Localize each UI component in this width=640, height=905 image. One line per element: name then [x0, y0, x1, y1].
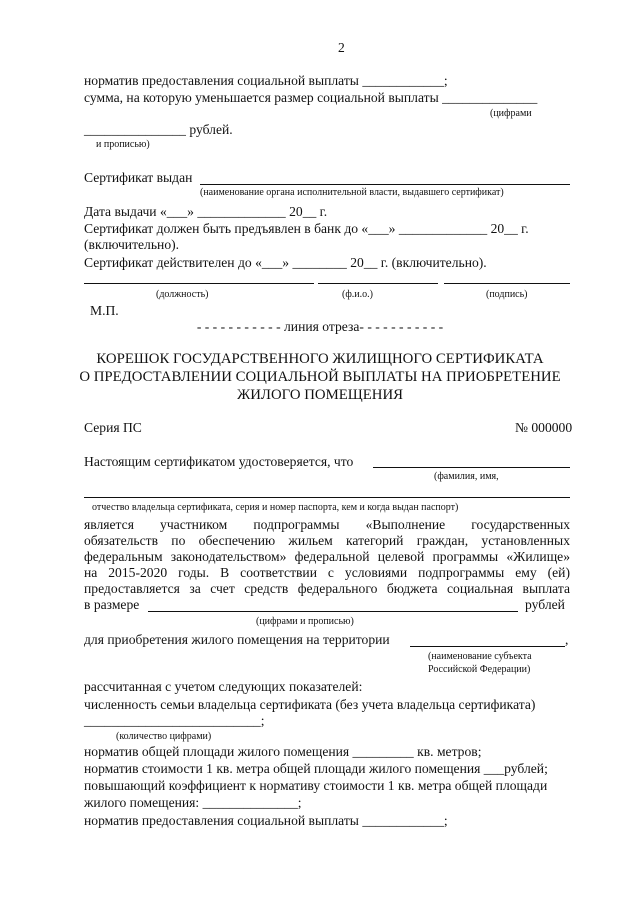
- digits-note: (цифрами: [490, 108, 532, 119]
- subject-note-1: (наименование субъекта: [428, 651, 532, 662]
- certificate-number: № 000000: [515, 420, 573, 435]
- subject-note-2: Российской Федерации): [428, 664, 531, 675]
- family-size-blank: __________________________;: [84, 713, 265, 728]
- family-size-line: численность семьи владельца сертификата (без учета владельца сертификата): [84, 697, 536, 712]
- certifies-text: Настоящим сертификатом удостоверяется, что: [84, 454, 354, 469]
- stub-title-line-3: ЖИЛОГО ПОМЕЩЕНИЯ: [236, 387, 403, 403]
- name-note: (фамилия, имя,: [434, 471, 499, 482]
- paragraph-line-4: на 2015-2020 годы. В соответствии с условиями подпрограммы ему (ей): [84, 565, 570, 580]
- position-note: (должность): [156, 289, 209, 300]
- paragraph-line-3: федеральным законодательством» федеральной целевой программы «Жилище»: [84, 549, 570, 564]
- issuing-authority-note: (наименование органа исполнительной власти, выдавшего сертификат): [200, 187, 504, 198]
- territory-text: для приобретения жилого помещения на территории: [84, 632, 390, 647]
- payment-norm-line: норматив предоставления социальной выплаты ____________;: [84, 813, 448, 828]
- valid-until-line: Сертификат действителен до «___» ________ 20__ г. (включительно).: [84, 255, 487, 270]
- coefficient-line-1: повышающий коэффициент к нормативу стоимости 1 кв. метра общей площади: [84, 778, 548, 793]
- signature-note: (подпись): [486, 289, 528, 300]
- paragraph-line-5: предоставляется за счет средств федерального бюджета социальная выплата: [84, 581, 570, 596]
- owner-details-note: отчество владельца сертификата, серия и номер паспорта, кем и когда выдан паспорт): [92, 502, 459, 513]
- fio-note: (ф.и.о.): [342, 289, 373, 300]
- fio-underline: [318, 283, 438, 284]
- amount-label: в размере: [84, 597, 140, 612]
- calculation-intro: рассчитанная с учетом следующих показателей:: [84, 679, 363, 694]
- stamp-place-label: М.П.: [90, 303, 119, 318]
- issue-date-line: Дата выдачи «___» _____________ 20__ г.: [84, 204, 328, 219]
- owner-underline: [84, 497, 570, 498]
- territory-comma: ,: [565, 632, 569, 647]
- amount-note: (цифрами и прописью): [256, 616, 354, 627]
- issued-by-underline: [200, 184, 570, 185]
- inclusive-note: (включительно).: [84, 237, 180, 252]
- coefficient-line-2: жилого помещения: ______________;: [84, 795, 302, 810]
- paragraph-line-1: является участником подпрограммы «Выполнение государственных: [84, 517, 570, 532]
- stub-title-line-2: О ПРЕДОСТАВЛЕНИИ СОЦИАЛЬНОЙ ВЫПЛАТЫ НА ПРИОБРЕТЕНИЕ: [79, 369, 561, 385]
- position-underline: [84, 283, 314, 284]
- signature-underline: [444, 283, 570, 284]
- cut-line: - - - - - - - - - - - линия отреза- - - - - - - - - - -: [196, 319, 444, 334]
- social-payment-norm-line: норматив предоставления социальной выплаты ____________;: [84, 73, 448, 88]
- cost-norm-line: норматив стоимости 1 кв. метра общей площади жилого помещения ___рублей;: [84, 761, 548, 776]
- payment-reduction-line: сумма, на которую уменьшается размер социальной выплаты ______________: [84, 90, 538, 105]
- quantity-note: (количество цифрами): [116, 731, 212, 742]
- bank-deadline-line: Сертификат должен быть предъявлен в банк до «___» _____________ 20__ г.: [84, 221, 529, 236]
- rubles-line: _______________ рублей.: [84, 122, 233, 137]
- amount-rubles: рублей: [525, 597, 565, 612]
- series-label: Серия ПС: [84, 420, 142, 435]
- certificate-issued-by-label: Сертификат выдан: [84, 170, 193, 185]
- in-words-note: и прописью): [96, 139, 150, 150]
- territory-underline: [410, 646, 565, 647]
- stub-title-line-1: КОРЕШОК ГОСУДАРСТВЕННОГО ЖИЛИЩНОГО СЕРТИФИКАТА: [96, 351, 544, 367]
- page-number: 2: [338, 40, 345, 55]
- name-underline: [373, 467, 570, 468]
- amount-underline: [148, 611, 518, 612]
- paragraph-line-2: обязательств по обеспечению жильем категорий граждан, установленных: [84, 533, 570, 548]
- area-norm-line: норматив общей площади жилого помещения _________ кв. метров;: [84, 744, 482, 759]
